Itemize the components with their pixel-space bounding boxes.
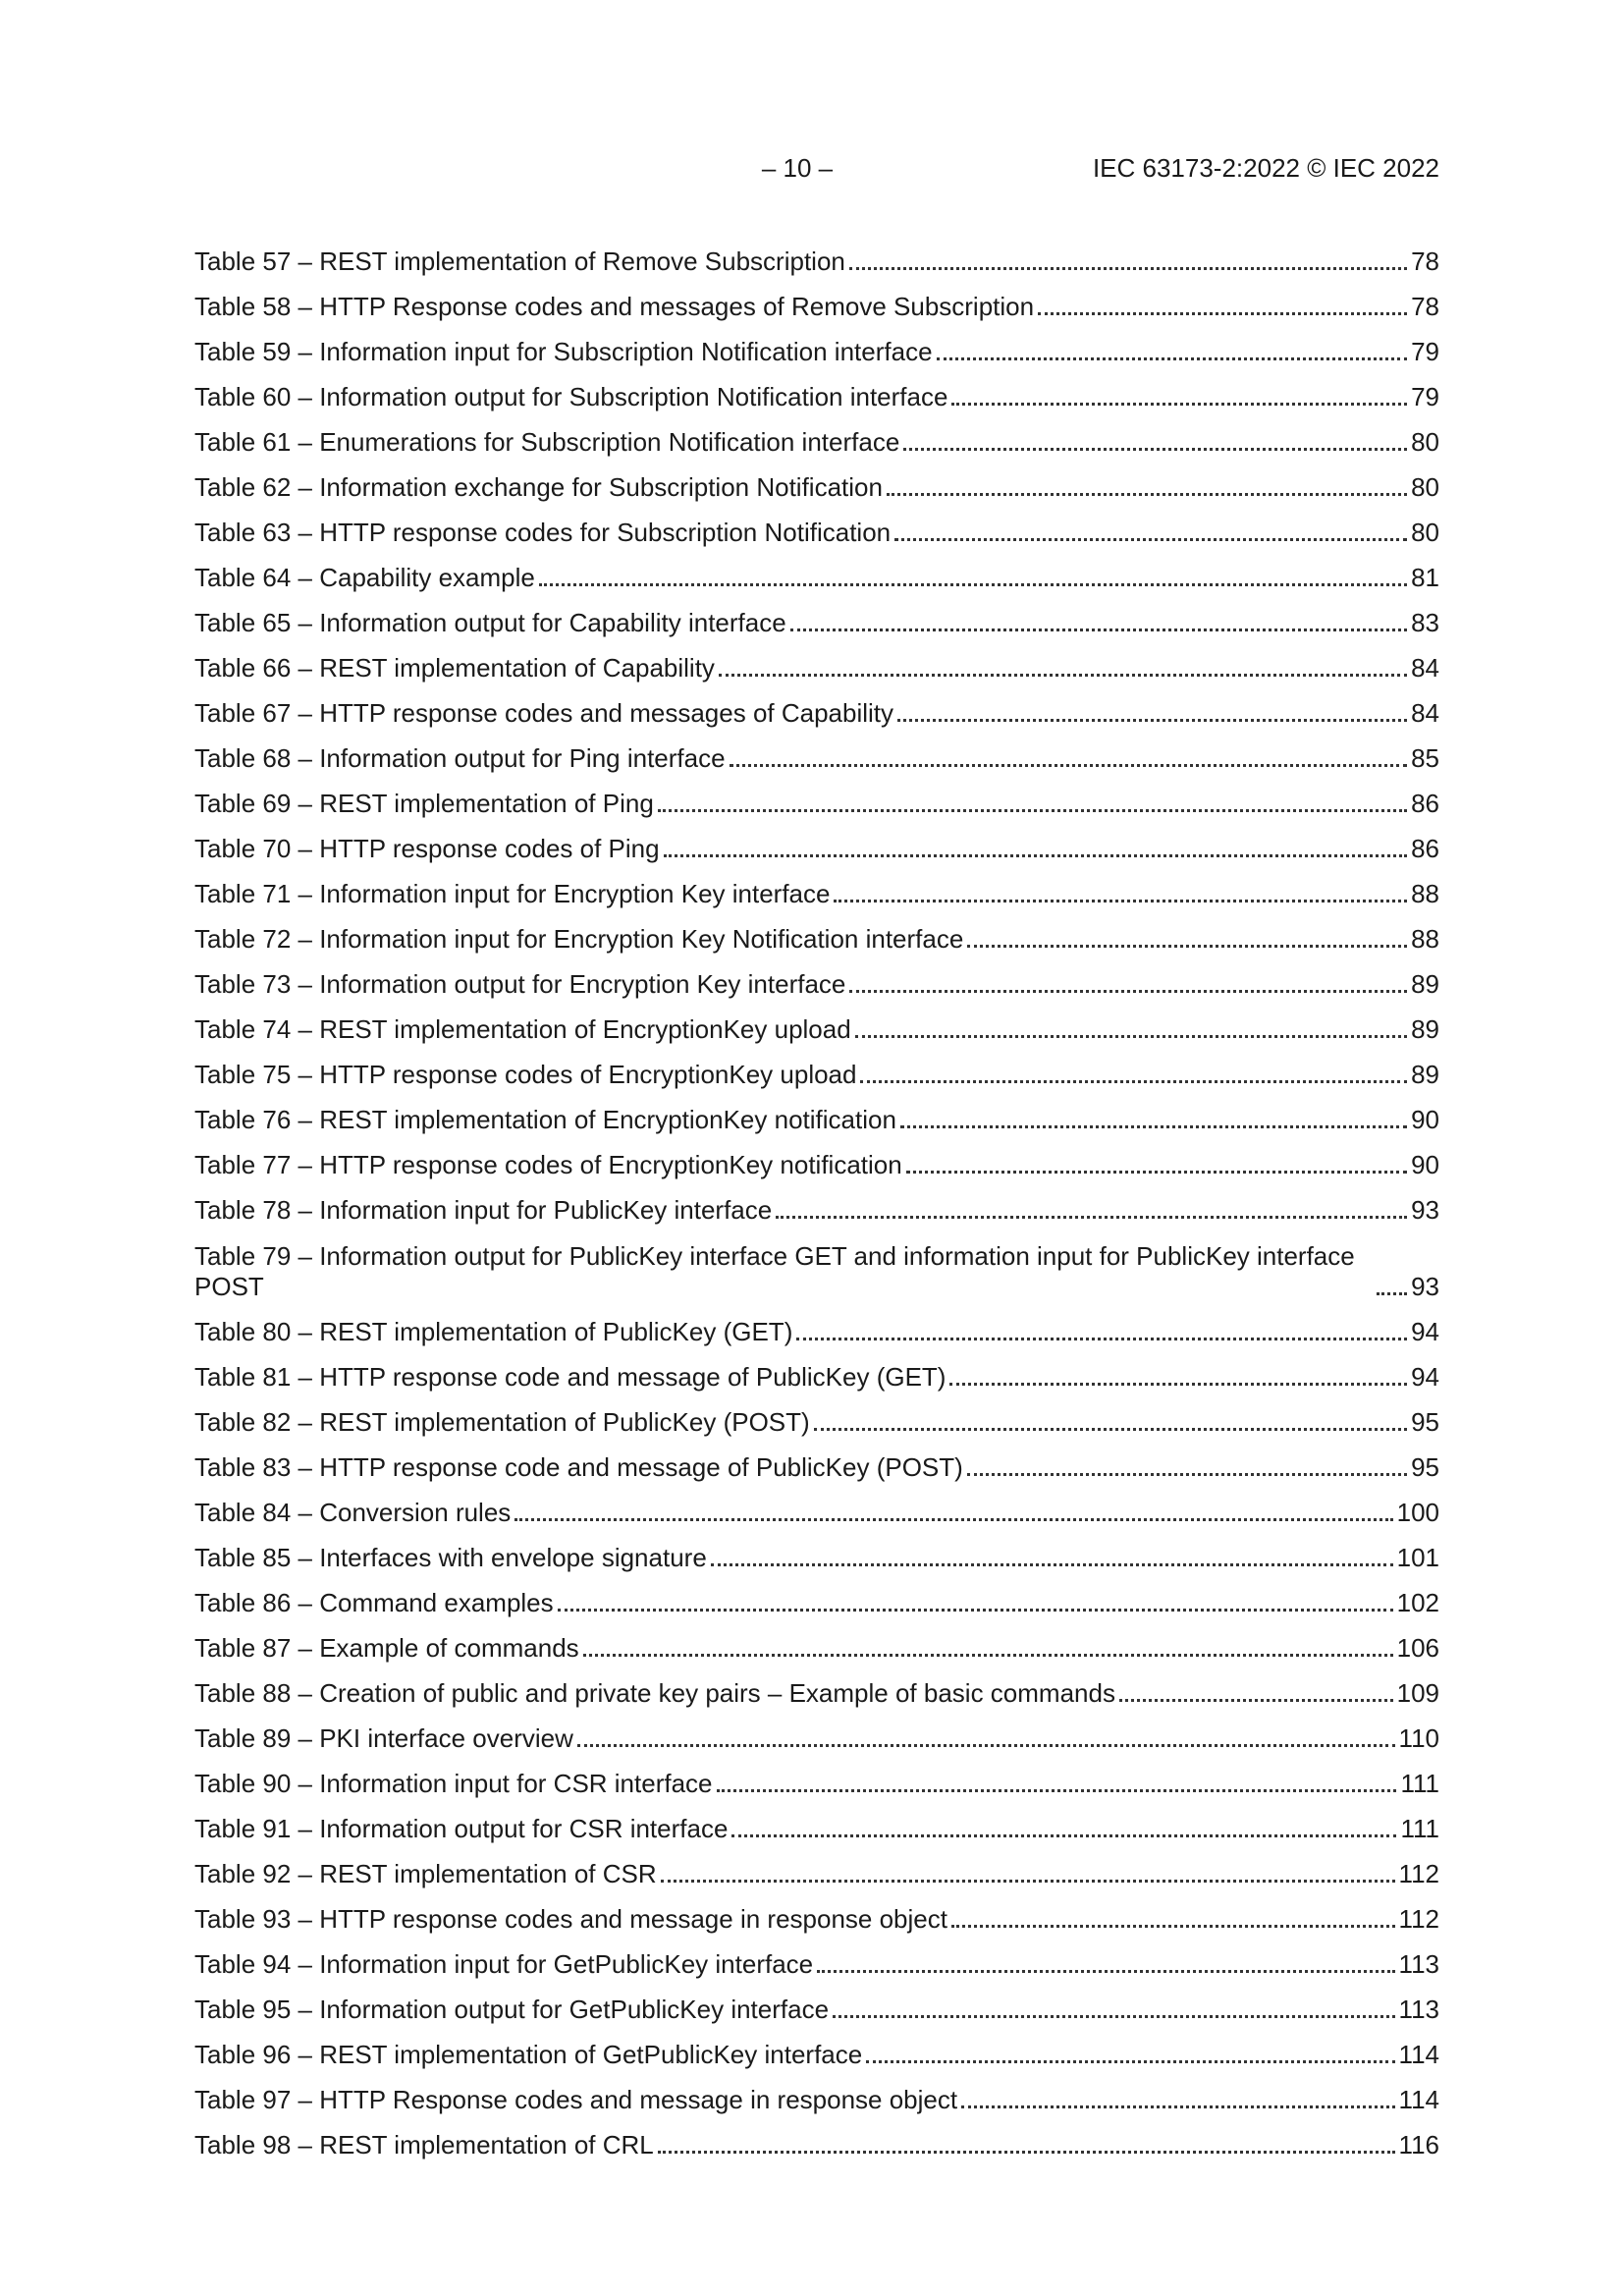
toc-entry-page: 90 bbox=[1411, 1105, 1439, 1134]
toc-entry-page: 112 bbox=[1398, 1859, 1439, 1888]
toc-entry[interactable] bbox=[194, 774, 1439, 819]
toc-dot-leader bbox=[814, 1428, 1407, 1431]
toc-entry-page: 80 bbox=[1411, 518, 1439, 547]
toc-entry-page: 80 bbox=[1411, 472, 1439, 502]
toc-entry[interactable] bbox=[194, 2115, 1439, 2160]
toc-entry-title: Table 72 – Information input for Encryption Key Notification interface bbox=[194, 924, 964, 954]
toc-entry-title: Table 92 – REST implementation of CSR bbox=[194, 1859, 657, 1888]
toc-dot-leader bbox=[658, 2151, 1395, 2154]
toc-entry-page: 86 bbox=[1411, 789, 1439, 818]
toc-entry[interactable] bbox=[194, 1180, 1439, 1226]
toc-entry[interactable] bbox=[194, 1935, 1439, 1980]
list-of-tables bbox=[194, 232, 1439, 2160]
toc-entry-page: 78 bbox=[1411, 292, 1439, 321]
toc-entry-title: Table 71 – Information input for Encryption Key interface bbox=[194, 879, 831, 908]
toc-entry[interactable] bbox=[194, 819, 1439, 864]
toc-entry-page: 84 bbox=[1411, 653, 1439, 683]
toc-dot-leader bbox=[961, 2105, 1394, 2108]
toc-entry-page: 111 bbox=[1400, 1814, 1439, 1843]
toc-entry[interactable] bbox=[194, 1528, 1439, 1573]
toc-entry-title: Table 95 – Information output for GetPublicKey interface bbox=[194, 1995, 830, 2024]
toc-entry-page: 88 bbox=[1411, 924, 1439, 954]
toc-entry-title: Table 83 – HTTP response code and message of PublicKey (POST) bbox=[194, 1452, 963, 1482]
toc-dot-leader bbox=[796, 1338, 1407, 1340]
toc-entry-page: 85 bbox=[1411, 743, 1439, 773]
toc-entry-page: 106 bbox=[1396, 1633, 1439, 1663]
toc-entry-page: 88 bbox=[1411, 879, 1439, 908]
toc-entry-page: 110 bbox=[1398, 1723, 1439, 1753]
toc-entry-title: Table 96 – REST implementation of GetPublicKey interface bbox=[194, 2040, 863, 2069]
toc-entry[interactable] bbox=[194, 1664, 1439, 1709]
toc-entry[interactable] bbox=[194, 955, 1439, 1000]
toc-entry-title: Table 66 – REST implementation of Capability bbox=[194, 653, 715, 683]
toc-entry[interactable] bbox=[194, 729, 1439, 774]
toc-entry-title: Table 76 – REST implementation of EncryptionKey notification bbox=[194, 1105, 896, 1134]
toc-entry-page: 94 bbox=[1411, 1362, 1439, 1392]
toc-entry[interactable] bbox=[194, 864, 1439, 909]
toc-dot-leader bbox=[967, 1473, 1407, 1476]
toc-entry-title: Table 63 – HTTP response codes for Subscription Notification bbox=[194, 518, 892, 547]
toc-dot-leader bbox=[833, 2015, 1395, 2018]
toc-entry[interactable] bbox=[194, 1754, 1439, 1799]
toc-entry[interactable] bbox=[194, 1000, 1439, 1045]
toc-dot-leader bbox=[719, 674, 1407, 677]
toc-entry-title: Table 65 – Information output for Capability interface bbox=[194, 608, 786, 637]
toc-entry-title: Table 89 – PKI interface overview bbox=[194, 1723, 573, 1753]
toc-entry-page: 84 bbox=[1411, 698, 1439, 728]
toc-dot-leader bbox=[776, 1216, 1407, 1219]
page-header bbox=[194, 153, 1439, 189]
toc-dot-leader bbox=[887, 493, 1407, 496]
toc-entry[interactable] bbox=[194, 1573, 1439, 1618]
toc-dot-leader bbox=[1119, 1699, 1393, 1702]
toc-entry[interactable] bbox=[194, 1226, 1439, 1302]
toc-entry[interactable] bbox=[194, 1483, 1439, 1528]
toc-entry[interactable] bbox=[194, 503, 1439, 548]
toc-dot-leader bbox=[951, 1925, 1395, 1928]
toc-entry[interactable] bbox=[194, 2070, 1439, 2115]
toc-entry-page: 79 bbox=[1411, 337, 1439, 366]
toc-entry-title: Table 61 – Enumerations for Subscription Notification interface bbox=[194, 427, 900, 457]
toc-dot-leader bbox=[834, 900, 1407, 902]
toc-entry-title: Table 60 – Information output for Subscription Notification interface bbox=[194, 382, 948, 411]
toc-entry-title: Table 59 – Information input for Subscription Notification interface bbox=[194, 337, 933, 366]
toc-entry-page: 113 bbox=[1398, 1995, 1439, 2024]
toc-entry[interactable] bbox=[194, 1090, 1439, 1135]
toc-entry[interactable] bbox=[194, 1347, 1439, 1393]
toc-entry-title: Table 73 – Information output for Encryption Key interface bbox=[194, 969, 846, 999]
toc-entry-title: Table 82 – REST implementation of PublicKey (POST) bbox=[194, 1407, 810, 1437]
toc-entry-title: Table 93 – HTTP response codes and message in response object bbox=[194, 1904, 947, 1934]
toc-entry-page: 78 bbox=[1411, 246, 1439, 276]
toc-entry[interactable] bbox=[194, 1045, 1439, 1090]
toc-entry-title: Table 67 – HTTP response codes and messages of Capability bbox=[194, 698, 894, 728]
toc-entry[interactable] bbox=[194, 548, 1439, 593]
toc-entry-page: 109 bbox=[1396, 1678, 1439, 1708]
toc-dot-leader bbox=[903, 448, 1407, 451]
toc-entry[interactable] bbox=[194, 909, 1439, 955]
toc-dot-leader bbox=[730, 764, 1408, 767]
toc-dot-leader bbox=[731, 1834, 1396, 1837]
toc-entry[interactable] bbox=[194, 1438, 1439, 1483]
toc-entry-title: Table 85 – Interfaces with envelope signature bbox=[194, 1543, 707, 1572]
toc-entry[interactable] bbox=[194, 412, 1439, 458]
toc-dot-leader bbox=[949, 1383, 1407, 1386]
toc-entry-title: Table 81 – HTTP response code and message of PublicKey (GET) bbox=[194, 1362, 947, 1392]
toc-dot-leader bbox=[900, 1125, 1407, 1128]
toc-entry-page: 100 bbox=[1396, 1498, 1439, 1527]
toc-entry-title: Table 98 – REST implementation of CRL bbox=[194, 2130, 654, 2159]
toc-entry-title: Table 64 – Capability example bbox=[194, 563, 535, 592]
toc-dot-leader bbox=[817, 1970, 1394, 1973]
toc-entry[interactable] bbox=[194, 367, 1439, 412]
toc-entry-title: Table 94 – Information input for GetPublicKey interface bbox=[194, 1949, 814, 1979]
toc-dot-leader bbox=[558, 1609, 1393, 1612]
toc-entry[interactable] bbox=[194, 683, 1439, 729]
toc-entry[interactable] bbox=[194, 277, 1439, 322]
toc-dot-leader bbox=[951, 403, 1407, 406]
toc-entry-page: 81 bbox=[1411, 563, 1439, 592]
toc-entry-page: 102 bbox=[1396, 1588, 1439, 1617]
toc-entry-page: 93 bbox=[1411, 1272, 1439, 1301]
toc-entry-page: 86 bbox=[1411, 834, 1439, 863]
document-reference: IEC 63173-2:2022 © IEC 2022 bbox=[1092, 153, 1439, 183]
toc-entry-title: Table 69 – REST implementation of Ping bbox=[194, 789, 654, 818]
toc-entry-title: Table 74 – REST implementation of EncryptionKey upload bbox=[194, 1014, 851, 1044]
toc-entry-title: Table 62 – Information exchange for Subscription Notification bbox=[194, 472, 883, 502]
toc-entry-title: Table 68 – Information output for Ping interface bbox=[194, 743, 726, 773]
toc-dot-leader bbox=[514, 1518, 1392, 1521]
toc-entry-page: 93 bbox=[1411, 1195, 1439, 1225]
toc-dot-leader bbox=[539, 583, 1407, 586]
toc-entry[interactable] bbox=[194, 593, 1439, 638]
toc-dot-leader bbox=[658, 809, 1407, 812]
toc-entry-title: Table 75 – HTTP response codes of EncryptionKey upload bbox=[194, 1060, 857, 1089]
toc-dot-leader bbox=[583, 1654, 1393, 1657]
toc-entry-page: 101 bbox=[1396, 1543, 1439, 1572]
toc-dot-leader bbox=[717, 1789, 1397, 1792]
toc-entry[interactable] bbox=[194, 1889, 1439, 1935]
toc-entry-title: Table 58 – HTTP Response codes and messages of Remove Subscription bbox=[194, 292, 1035, 321]
toc-entry-page: 114 bbox=[1398, 2085, 1439, 2114]
toc-entry-page: 90 bbox=[1411, 1150, 1439, 1179]
toc-entry-page: 113 bbox=[1398, 1949, 1439, 1979]
toc-entry-title: Table 80 – REST implementation of PublicKey (GET) bbox=[194, 1317, 793, 1346]
toc-entry-title: Table 86 – Command examples bbox=[194, 1588, 554, 1617]
toc-entry-page: 112 bbox=[1398, 1904, 1439, 1934]
toc-entry[interactable] bbox=[194, 1618, 1439, 1664]
toc-dot-leader bbox=[849, 990, 1407, 993]
toc-dot-leader bbox=[577, 1744, 1395, 1747]
toc-entry[interactable] bbox=[194, 458, 1439, 503]
toc-entry-title: Table 77 – HTTP response codes of EncryptionKey notification bbox=[194, 1150, 902, 1179]
toc-entry[interactable] bbox=[194, 1393, 1439, 1438]
toc-entry-page: 95 bbox=[1411, 1452, 1439, 1482]
toc-entry[interactable] bbox=[194, 1135, 1439, 1180]
toc-entry-title: Table 88 – Creation of public and private key pairs – Example of basic commands bbox=[194, 1678, 1115, 1708]
page-number: – 10 – bbox=[761, 153, 834, 183]
toc-entry-title: Table 57 – REST implementation of Remove Subscription bbox=[194, 246, 845, 276]
toc-entry-page: 83 bbox=[1411, 608, 1439, 637]
toc-entry[interactable] bbox=[194, 1980, 1439, 2025]
toc-entry-title: Table 79 – Information output for PublicKey interface GET and information input for PublicKey interface POST bbox=[194, 1241, 1355, 1301]
toc-entry-page: 89 bbox=[1411, 1060, 1439, 1089]
toc-dot-leader bbox=[967, 945, 1407, 948]
toc-entry-title: Table 97 – HTTP Response codes and message in response object bbox=[194, 2085, 958, 2114]
toc-dot-leader bbox=[790, 629, 1407, 631]
toc-entry-title: Table 87 – Example of commands bbox=[194, 1633, 579, 1663]
toc-dot-leader bbox=[1038, 312, 1407, 315]
toc-entry-page: 114 bbox=[1398, 2040, 1439, 2069]
toc-entry-page: 89 bbox=[1411, 1014, 1439, 1044]
toc-entry-title: Table 70 – HTTP response codes of Ping bbox=[194, 834, 660, 863]
toc-entry-page: 79 bbox=[1411, 382, 1439, 411]
toc-entry[interactable] bbox=[194, 232, 1439, 277]
toc-entry-title: Table 91 – Information output for CSR interface bbox=[194, 1814, 729, 1843]
toc-entry-page: 116 bbox=[1398, 2130, 1439, 2159]
toc-entry-title: Table 78 – Information input for PublicKey interface bbox=[194, 1195, 773, 1225]
toc-dot-leader bbox=[897, 719, 1407, 722]
toc-dot-leader bbox=[866, 2060, 1394, 2063]
toc-entry-title: Table 90 – Information input for CSR interface bbox=[194, 1769, 713, 1798]
toc-entry[interactable] bbox=[194, 638, 1439, 683]
toc-entry-title: Table 84 – Conversion rules bbox=[194, 1498, 512, 1527]
toc-entry[interactable] bbox=[194, 1844, 1439, 1889]
toc-dot-leader bbox=[664, 854, 1408, 857]
toc-entry-page: 111 bbox=[1400, 1769, 1439, 1798]
toc-entry-page: 95 bbox=[1411, 1407, 1439, 1437]
toc-entry[interactable] bbox=[194, 322, 1439, 367]
toc-dot-leader bbox=[711, 1563, 1393, 1566]
toc-dot-leader bbox=[849, 267, 1407, 270]
toc-dot-leader bbox=[894, 538, 1407, 541]
toc-dot-leader bbox=[937, 357, 1408, 360]
toc-dot-leader bbox=[860, 1080, 1407, 1083]
toc-entry[interactable] bbox=[194, 1302, 1439, 1347]
toc-dot-leader bbox=[1377, 1292, 1407, 1295]
toc-entry[interactable] bbox=[194, 2025, 1439, 2070]
toc-entry[interactable] bbox=[194, 1799, 1439, 1844]
toc-entry-page: 89 bbox=[1411, 969, 1439, 999]
toc-dot-leader bbox=[661, 1880, 1395, 1883]
toc-entry-page: 80 bbox=[1411, 427, 1439, 457]
toc-dot-leader bbox=[855, 1035, 1407, 1038]
toc-entry[interactable] bbox=[194, 1709, 1439, 1754]
toc-entry-page: 94 bbox=[1411, 1317, 1439, 1346]
toc-dot-leader bbox=[906, 1171, 1407, 1174]
